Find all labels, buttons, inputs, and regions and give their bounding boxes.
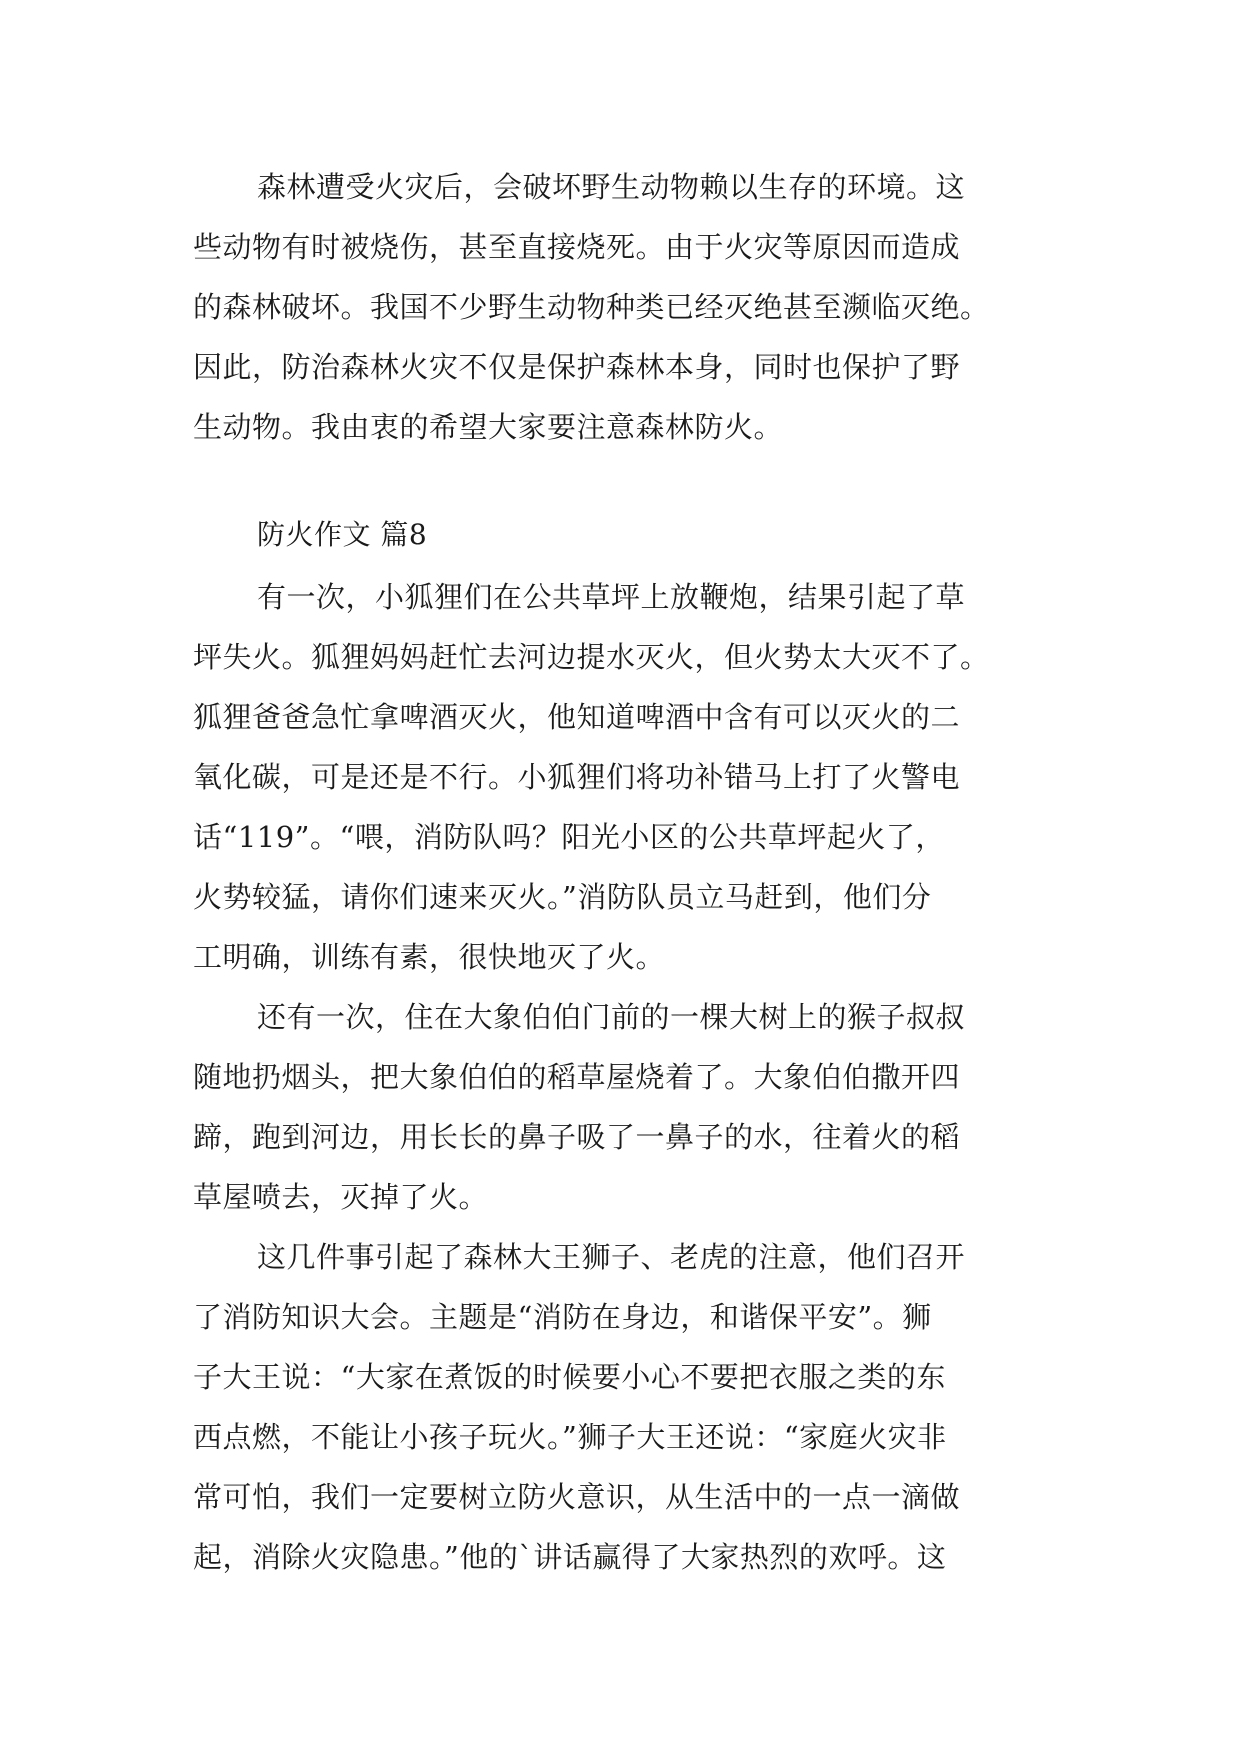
paragraph-line: 还有一次，住在大象伯伯门前的一棵大树上的猴子叔叔 [257,1000,966,1034]
paragraph-line: 氧化碳，可是还是不行。小狐狸们将功补错马上打了火警电 [193,760,961,794]
paragraph-line: 蹄，跑到河边，用长长的鼻子吸了一鼻子的水，往着火的稻 [193,1120,961,1154]
paragraph-line: 话“119”。“喂，消防队吗？阳光小区的公共草坪起火了， [193,820,945,854]
paragraph-line: 工明确，训练有素，很快地灭了火。 [193,940,666,974]
paragraph-line: 了消防知识大会。主题是“消防在身边，和谐保平安”。狮 [193,1300,932,1334]
paragraph-line: 的森林破坏。我国不少野生动物种类已经灭绝甚至濒临灭绝。 [193,290,990,324]
paragraph-line: 常可怕，我们一定要树立防火意识，从生活中的一点一滴做 [193,1480,961,1514]
section-heading: 防火作文 篇8 [257,518,428,551]
paragraph-line: 森林遭受火灾后，会破坏野生动物赖以生存的环境。这 [257,170,966,204]
paragraph-line: 随地扔烟头，把大象伯伯的稻草屋烧着了。大象伯伯撒开四 [193,1060,961,1094]
paragraph-line: 子大王说：“大家在煮饭的时候要小心不要把衣服之类的东 [193,1360,946,1394]
paragraph-line: 坪失火。狐狸妈妈赶忙去河边提水灭火，但火势太大灭不了。 [193,640,990,674]
paragraph-line: 西点燃，不能让小孩子玩火。”狮子大王还说：“家庭火灾非 [193,1420,947,1454]
paragraph-line: 这几件事引起了森林大王狮子、老虎的注意，他们召开 [257,1240,966,1274]
paragraph-line: 起，消除火灾隐患。”他的`讲话赢得了大家热烈的欢呼。这 [193,1540,947,1574]
paragraph-line: 因此，防治森林火灾不仅是保护森林本身，同时也保护了野 [193,350,961,384]
paragraph-line: 火势较猛，请你们速来灭火。”消防队员立马赶到，他们分 [193,880,932,914]
paragraph-line: 有一次，小狐狸们在公共草坪上放鞭炮，结果引起了草 [257,580,966,614]
paragraph-line: 生动物。我由衷的希望大家要注意森林防火。 [193,410,784,444]
paragraph-line: 些动物有时被烧伤，甚至直接烧死。由于火灾等原因而造成 [193,230,961,264]
paragraph-line: 草屋喷去，灭掉了火。 [193,1180,489,1214]
paragraph-line: 狐狸爸爸急忙拿啤酒灭火，他知道啤酒中含有可以灭火的二 [193,700,961,734]
